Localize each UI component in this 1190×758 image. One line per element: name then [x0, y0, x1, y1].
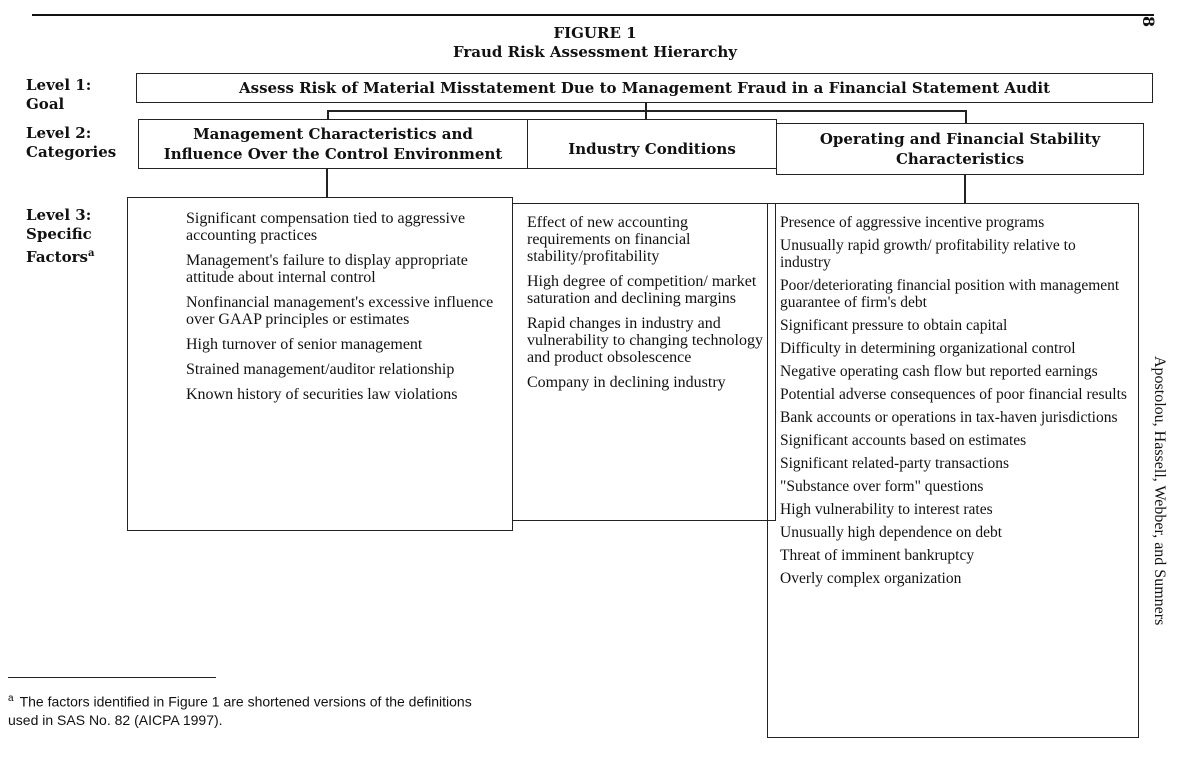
connector-factors-1 — [326, 169, 328, 198]
goal-text: Assess Risk of Material Misstatement Due to Management Fraud in a Financial Statement Audit — [238, 79, 1051, 97]
category-box-operating: Operating and Financial Stability Characteristics — [776, 123, 1144, 175]
factor-item: Effect of new accounting requirements on financial stability/profitability — [527, 214, 691, 265]
level-1-label: Level 1: Goal — [26, 76, 92, 113]
factor-item: Known history of securities law violations — [186, 386, 458, 403]
factor-item: Poor/deteriorating financial position with management guarantee of firm's debt — [780, 277, 1120, 311]
connector-goal-bar — [327, 110, 967, 112]
factor-item: Nonfinancial management's excessive influence over GAAP principles or estimates — [186, 294, 494, 328]
factor-item: Management's failure to display appropriate attitude about internal control — [186, 252, 468, 286]
connector-factors-3 — [964, 175, 966, 203]
factor-item: Rapid changes in industry and vulnerability to changing technology and product obsolescence — [527, 315, 763, 366]
factor-item: Significant accounts based on estimates — [780, 432, 1027, 449]
factor-item: Significant related-party transactions — [780, 455, 1009, 472]
factor-box-industry — [512, 203, 776, 521]
figure-title: Fraud Risk Assessment Hierarchy — [453, 43, 737, 61]
factor-item: Company in declining industry — [527, 374, 726, 391]
category-box-industry: Industry Conditions — [527, 119, 777, 169]
footnote: $^a$ The factors identified in Figure 1 are shortened versions of the definitions used in SAS No. 82 (AICPA 1997). — [8, 693, 472, 728]
connector-cat3 — [965, 110, 967, 124]
factor-item: Strained management/auditor relationship — [186, 361, 455, 378]
factor-box-operating — [767, 203, 1139, 738]
factor-item: Presence of aggressive incentive programs — [780, 214, 1045, 231]
factor-item: "Substance over form" questions — [780, 478, 984, 495]
factor-item: Unusually rapid growth/ profitability relative to industry — [780, 237, 1076, 271]
top-rule — [32, 14, 1154, 16]
page-number: 8 — [1139, 16, 1158, 28]
goal-box — [136, 73, 1153, 103]
factor-item: High vulnerability to interest rates — [780, 501, 993, 518]
factor-item: High turnover of senior management — [186, 336, 423, 353]
factor-item: Overly complex organization — [780, 570, 962, 587]
running-head: Apostolou, Hassell, Webber, and Sumners — [1151, 356, 1168, 626]
factor-item: Bank accounts or operations in tax-haven jurisdictions — [780, 409, 1118, 426]
category-box-management: Management Characteristics and Influence Over the Control Environment — [138, 119, 528, 169]
factor-item: Negative operating cash flow but reported earnings — [780, 363, 1098, 380]
footnote-rule — [8, 677, 216, 678]
factor-item: Significant pressure to obtain capital — [780, 317, 1008, 334]
level-3-label: Level 3: Specific Factors$^a$ — [26, 206, 95, 266]
factor-item: Potential adverse consequences of poor financial results — [780, 386, 1127, 403]
factor-item: Significant compensation tied to aggressive accounting practices — [186, 210, 466, 244]
factor-item: High degree of competition/ market saturation and declining margins — [527, 273, 757, 307]
factor-item: Threat of imminent bankruptcy — [780, 547, 975, 564]
factor-box-management — [127, 197, 513, 531]
level-2-label: Level 2: Categories — [26, 124, 117, 161]
factor-item: Unusually high dependence on debt — [780, 524, 1003, 541]
factor-item: Difficulty in determining organizational control — [780, 340, 1076, 357]
figure-number: FIGURE 1 — [553, 24, 637, 42]
